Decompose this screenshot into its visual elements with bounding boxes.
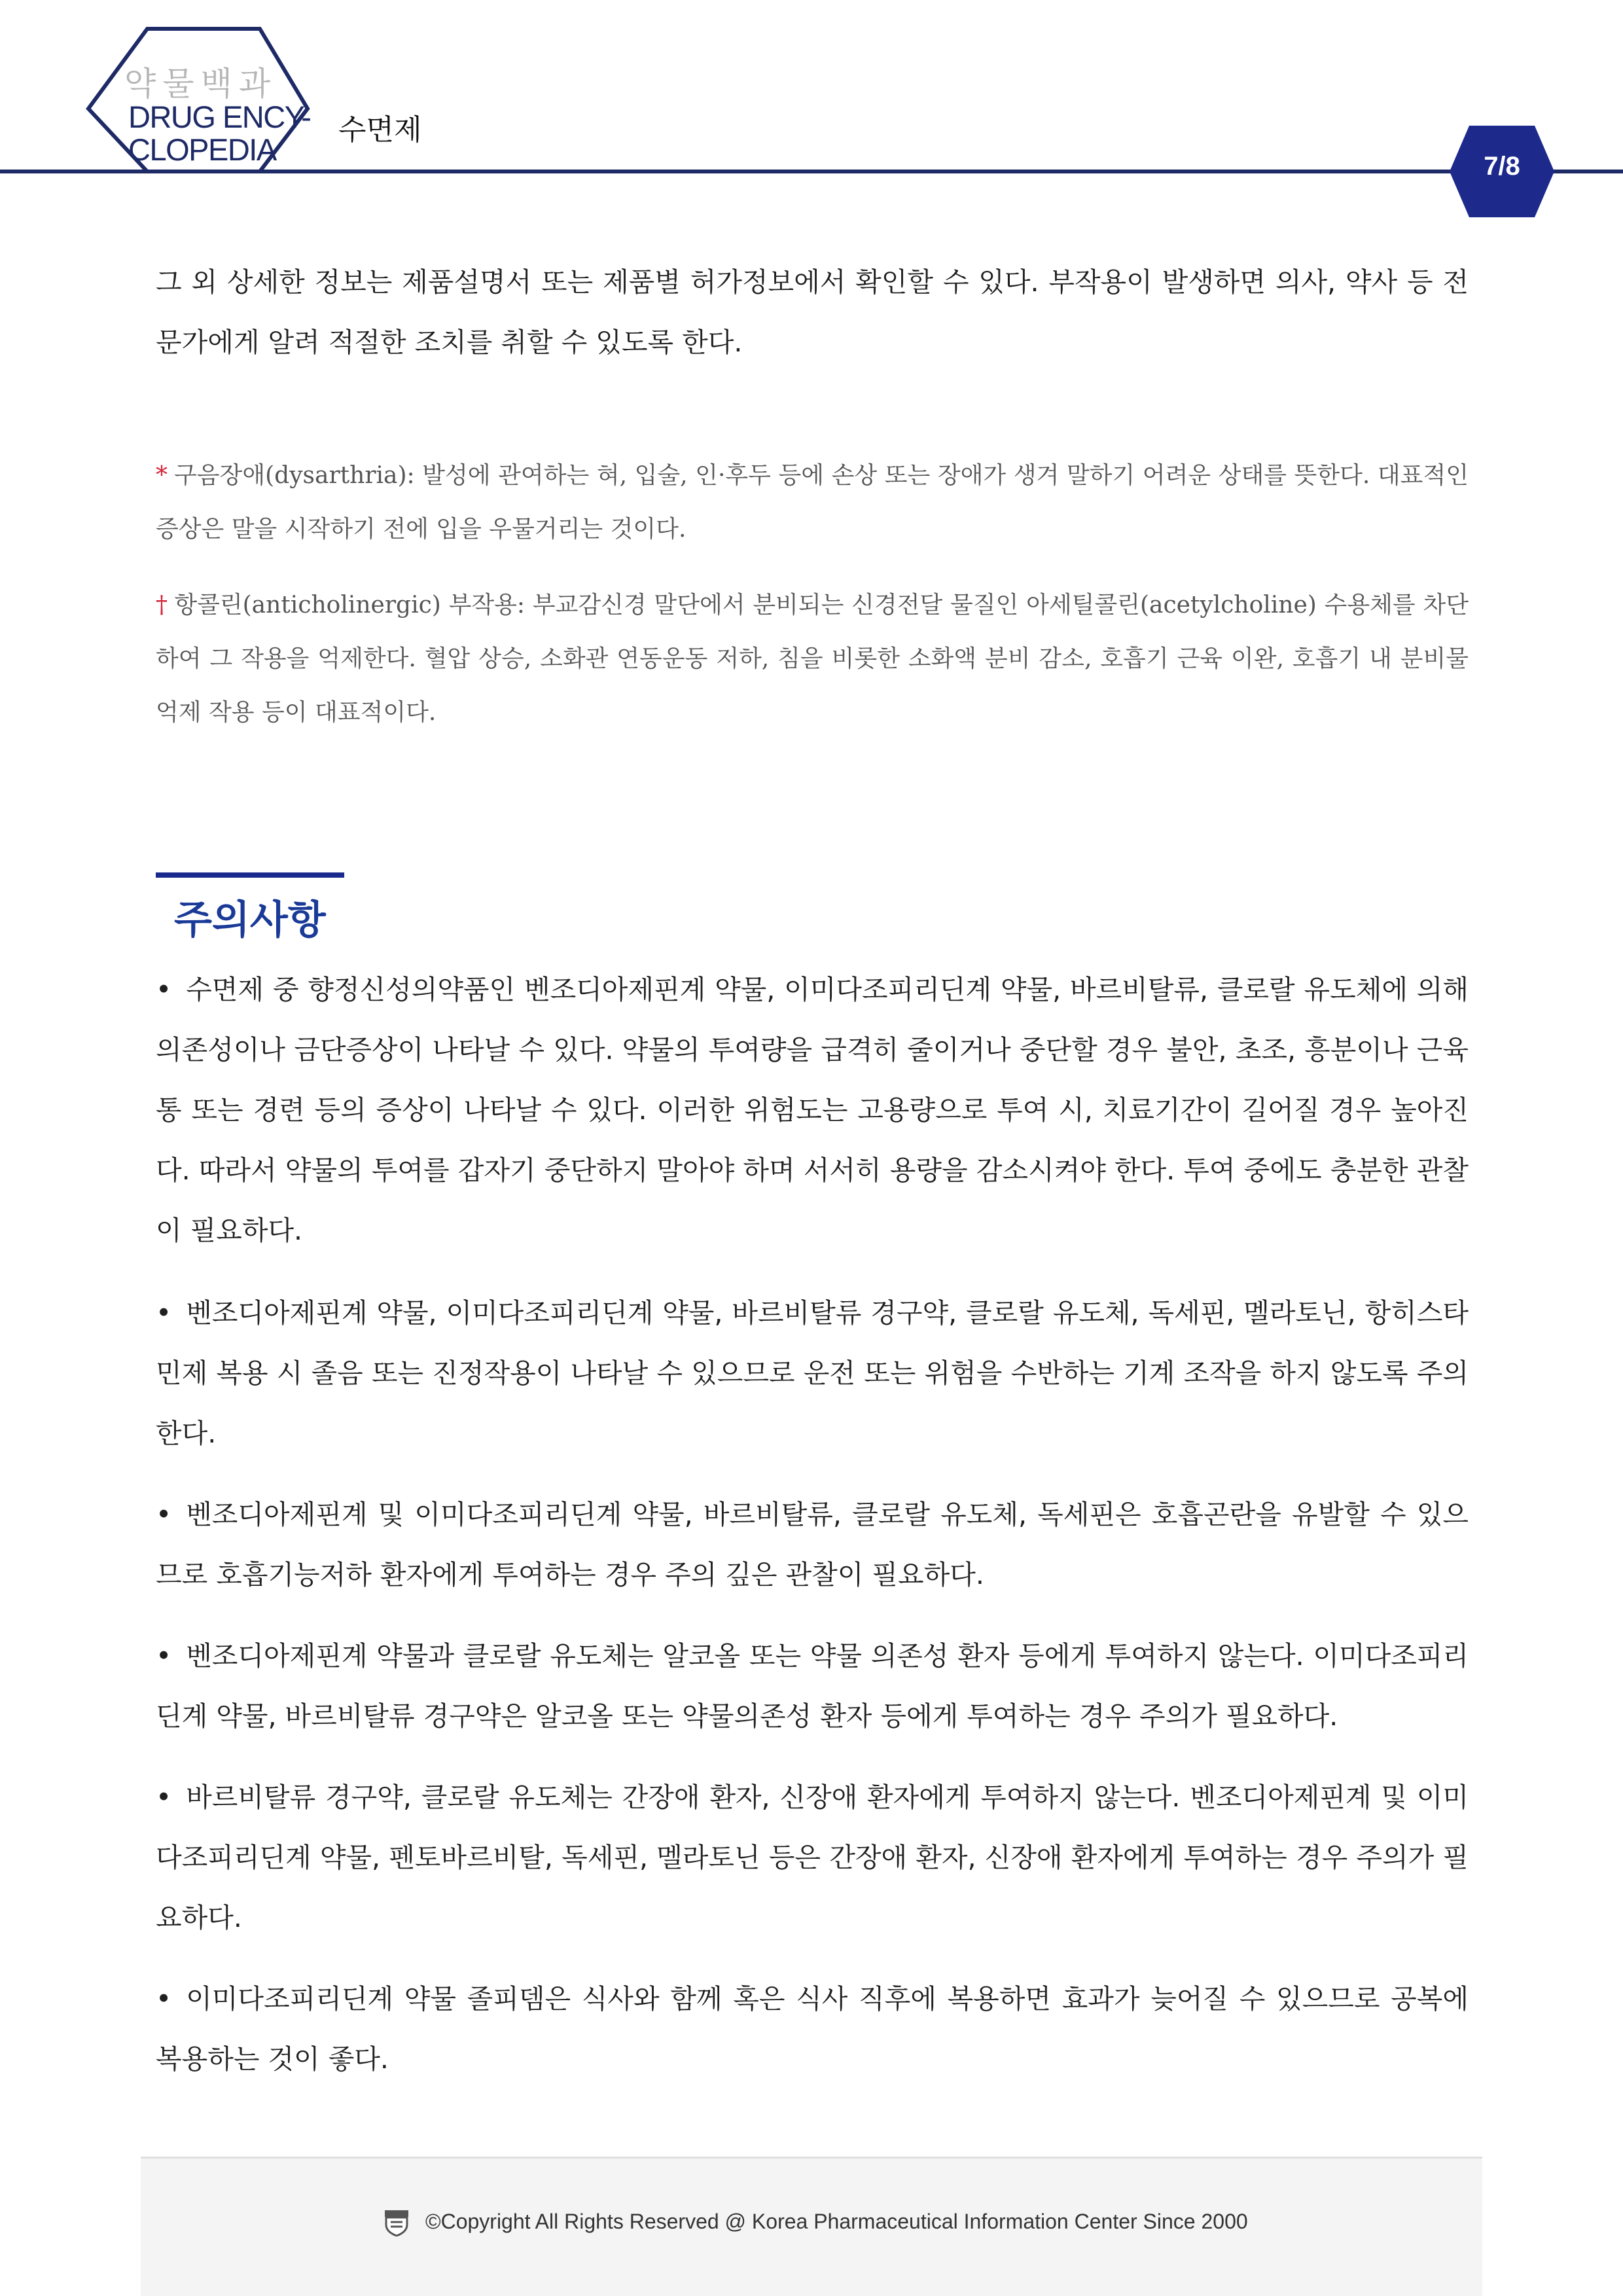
footnote-dysarthria [156,449,1469,556]
note-marker-dagger: † [156,592,168,619]
caution-item-text: 이미다조피리딘계 약물 졸피뎀은 식사와 함께 혹은 식사 직후에 복용하면 효과가 늦어질 수 있으므로 공복에 복용하는 것이 좋다. [156,1983,1469,2075]
bullet-icon: • [156,1297,172,1329]
note-text: 구음장애(dysarthria): 발성에 관여하는 혀, 입술, 인·후두 등에 손상 또는 장애가 생겨 말하기 어려운 상태를 뜻한다. 대표적인 증상은 말을 시작하기 전에 입을 우물거리는 것이다. [156,462,1469,543]
crest-icon [383,2209,410,2236]
logo-korean: 약물백과 [124,65,277,103]
bullet-icon: • [156,1499,172,1530]
document-title: 수면제 [338,113,422,147]
page-number: 7/8 [1484,152,1520,181]
bullet-icon: • [156,1983,172,2015]
caution-item [156,960,1469,1261]
footnote-anticholinergic [156,579,1469,740]
note-marker-asterisk: * [156,462,168,489]
caution-item-text: 벤조디아제핀계 약물과 클로랄 유도체는 알코올 또는 약물 의존성 환자 등에게 투여하지 않는다. 이미다조피리딘계 약물, 바르비탈류 경구약은 알코올 또는 약물의존성 환자 등에게 투여하는 경우 주의가 필요하다. [156,1640,1469,1732]
bullet-icon: • [156,1640,172,1672]
section-title: 주의사항 [174,897,326,943]
logo-english-line2: CLOPEDIA [128,132,276,167]
caution-item-text: 수면제 중 향정신성의약품인 벤조디아제핀계 약물, 이미다조피리딘계 약물, 바르비탈류, 클로랄 유도체에 의해 의존성이나 금단증상이 나타날 수 있다. 약물의 투여량을 급격히 줄이거나 중단할 경우 불안, 초조, 흥분이나 근육통 또는 경련 등의 증상이 나타날 수 있다. 이러한 위험도는 고용량으로 투여 시, 치료기간이 길어질 경우 높아진다. 따라서 약물의 투여를 갑자기 중단하지 말아야 하며 서서히 용량을 감소시켜야 한다. 투여 중에도 충분한 관찰이 필요하다. [156,974,1469,1246]
footer-rule [141,2157,1482,2159]
note-text: 항콜린(anticholinergic) 부작용: 부교감신경 말단에서 분비되는 신경전달 물질인 아세틸콜린(acetylcholine) 수용체를 차단하여 그 작용을 억제한다. 혈압 상승, 소화관 연동운동 저하, 침을 비롯한 소화액 분비 감소, 호흡기 근육 이완, 호흡기 내 분비물 억제 작용 등이 대표적이다. [156,592,1469,726]
caution-item-text: 벤조디아제핀계 및 이미다조피리딘계 약물, 바르비탈류, 클로랄 유도체, 독세핀은 호흡곤란을 유발할 수 있으므로 호흡기능저하 환자에게 투여하는 경우 주의 깊은 관찰이 필요하다. [156,1499,1469,1590]
caution-item [156,1969,1469,2089]
logo-english-line1: DRUG ENCY- [128,99,311,134]
caution-item [156,1767,1469,1948]
caution-item [156,1283,1469,1463]
caution-item-text: 바르비탈류 경구약, 클로랄 유도체는 간장애 환자, 신장애 환자에게 투여하지 않는다. 벤조디아제핀계 및 이미다조피리딘계 약물, 펜토바르비탈, 독세핀, 멜라토닌 등은 간장애 환자, 신장애 환자에게 투여하는 경우 주의가 필요하다. [156,1782,1469,1933]
bullet-icon: • [156,1782,172,1813]
section-title-bar [156,872,344,878]
caution-item-text: 벤조디아제핀계 약물, 이미다조피리딘계 약물, 바르비탈류 경구약, 클로랄 유도체, 독세핀, 멜라토닌, 항히스타민제 복용 시 졸음 또는 진정작용이 나타날 수 있으므로 운전 또는 위험을 수반하는 기계 조작을 하지 않도록 주의한다. [156,1297,1469,1449]
bullet-icon: • [156,974,172,1005]
caution-item [156,1484,1469,1605]
caution-item [156,1626,1469,1746]
copyright-text: ©Copyright All Rights Reserved @ Korea Pharmaceutical Information Center Since 2000 [425,2210,1248,2233]
intro-paragraph: 그 외 상세한 정보는 제품설명서 또는 제품별 허가정보에서 확인할 수 있다. 부작용이 발생하면 의사, 약사 등 전문가에게 알려 적절한 조치를 취할 수 있도록 한다. [156,266,1469,358]
